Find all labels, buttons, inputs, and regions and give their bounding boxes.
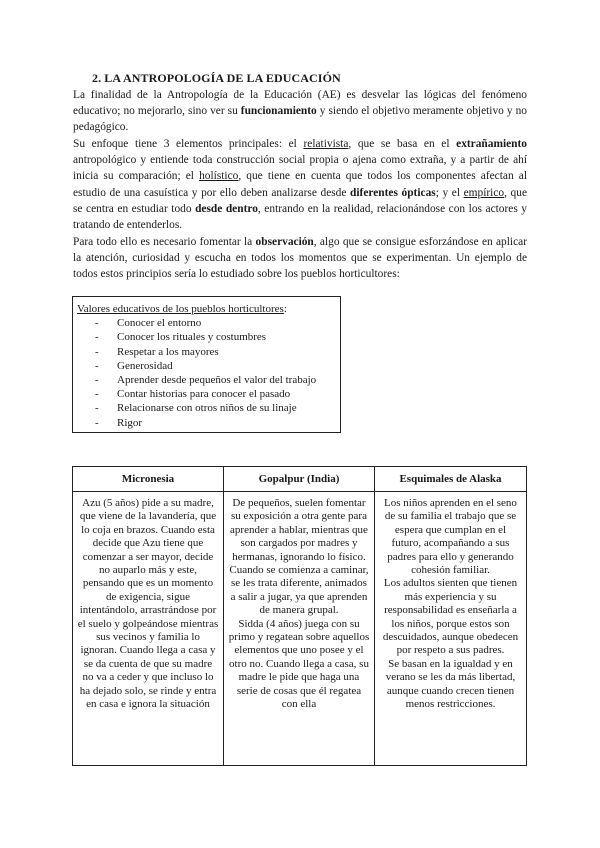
section-heading: 2. LA ANTROPOLOGÍA DE LA EDUCACIÓN bbox=[92, 71, 341, 85]
comparison-table bbox=[72, 466, 527, 766]
table-row bbox=[73, 492, 527, 766]
table-header-row bbox=[73, 467, 527, 492]
text-run: Su enfoque tiene 3 elementos principales: el bbox=[73, 138, 304, 150]
list-item: - Aprender desde pequeños el valor del trabajo bbox=[77, 373, 336, 387]
text-run: , entrando en la realidad, relacionándose con los actores y tratando de entenderlos. bbox=[73, 202, 527, 232]
text-run: , que tiene en cuenta que todos los componentes afectan al estudio de una casuística y por ello deben analizarse desde bbox=[73, 170, 527, 199]
bold-term: diferentes ópticas bbox=[350, 186, 436, 199]
paragraph-purpose bbox=[73, 87, 527, 136]
text-run: , algo que se consigue esforzándose en aplicar la atención, curiosidad y escucha en todos los momentos que se experimentan. Un ejemplo de todos estos principios sería lo estudiado sobre los pueblos horticultores: bbox=[73, 236, 527, 281]
list-item: - Rigor bbox=[77, 416, 336, 430]
list-item: - Conocer el entorno bbox=[77, 316, 336, 330]
text-run: ; y el bbox=[435, 186, 464, 199]
cell-micronesia: Azu (5 años) pide a su madre, que viene de la lavandería, que lo coja en brazos. Cuando esta decide que Azu tiene que comenzar a ser mayor, decide no auparlo más y este, pensando que es un momento de exigencia, sigue intentándolo, arrastrándose por el suelo y golpeándose mientras sus vecinos y familia lo ignoran. Cuando llega a casa y se da cuenta de que su madre no va a ceder y que incluso lo ha dejado solo, se rinde y entra en casa e ignora la situación bbox=[73, 492, 224, 766]
bold-term: observación bbox=[255, 236, 314, 248]
underlined-term: empírico bbox=[463, 186, 505, 199]
text-run: La finalidad de la Antropología de la Educación (AE) es desvelar las lógicas del fenómeno educativo; no mejorarlo, sino ver su bbox=[73, 89, 527, 118]
list-item: - Generosidad bbox=[77, 359, 336, 373]
text-run: Para todo ello es necesario fomentar la bbox=[73, 236, 256, 248]
values-box-colon: : bbox=[283, 303, 287, 315]
values-box-heading bbox=[77, 302, 336, 316]
list-item: - Respetar a los mayores bbox=[77, 345, 336, 359]
column-header-alaska: Esquimales de Alaska bbox=[375, 467, 527, 492]
bold-term: extrañamiento bbox=[456, 138, 527, 150]
text-run: y siendo el objetivo meramente objetivo y no pedagógico. bbox=[73, 105, 527, 134]
list-item: - Relacionarse con otros niños de su linaje bbox=[77, 401, 336, 415]
list-item: - Contar historias para conocer el pasado bbox=[77, 387, 336, 401]
underlined-term: relativista bbox=[303, 138, 349, 150]
text-run: antropológico y entiende toda construcción social propia o ajena como extraña, y a partir de ahí inicia su comparación; el bbox=[73, 154, 527, 183]
bold-term: desde dentro bbox=[195, 202, 258, 215]
column-header-micronesia: Micronesia bbox=[73, 467, 224, 492]
column-header-gopalpur: Gopalpur (India) bbox=[224, 467, 375, 492]
paragraph-observation bbox=[73, 234, 527, 283]
cell-alaska: Los niños aprenden en el seno de su familia el trabajo que se espera que cumplan en el futuro, acompañando a sus padres para ello y generando cohesión familiar. Los adultos sienten que tienen más experiencia y su responsabilidad es enseñarla a los niños, porque estos son descuidados, aunque obedecen por respeto a sus padres. Se basan en la igualdad y en verano se les da más libertad, aunque cuando crecen tienen menos restricciones. bbox=[375, 492, 527, 766]
text-run: , que se basa en el bbox=[348, 138, 457, 150]
cell-gopalpur: De pequeños, suelen fomentar su exposición a otra gente para aprender a hablar, mientras que son cargados por madres y hermanas, ignorando lo físico. Cuando se comienza a caminar, se les trata diferente, animados a salir a jugar, ya que aprenden de manera grupal. Sidda (4 años) juega con su primo y regatean sobre aquellos elementos que uno posee y el otro no. Cuando llega a casa, su madre le pide que haga una serie de cosas que él regatea con ella bbox=[224, 492, 375, 766]
paragraph-approach bbox=[73, 136, 527, 233]
values-box bbox=[72, 296, 341, 433]
text-run: , que se centra en estudiar todo bbox=[73, 186, 528, 215]
bold-term: funcionamiento bbox=[240, 105, 317, 118]
values-list bbox=[77, 316, 336, 430]
values-box-title: Valores educativos de los pueblos horticultores bbox=[77, 303, 284, 315]
list-item: - Conocer los rituales y costumbres bbox=[77, 330, 336, 344]
underlined-term: holístico bbox=[199, 170, 239, 183]
